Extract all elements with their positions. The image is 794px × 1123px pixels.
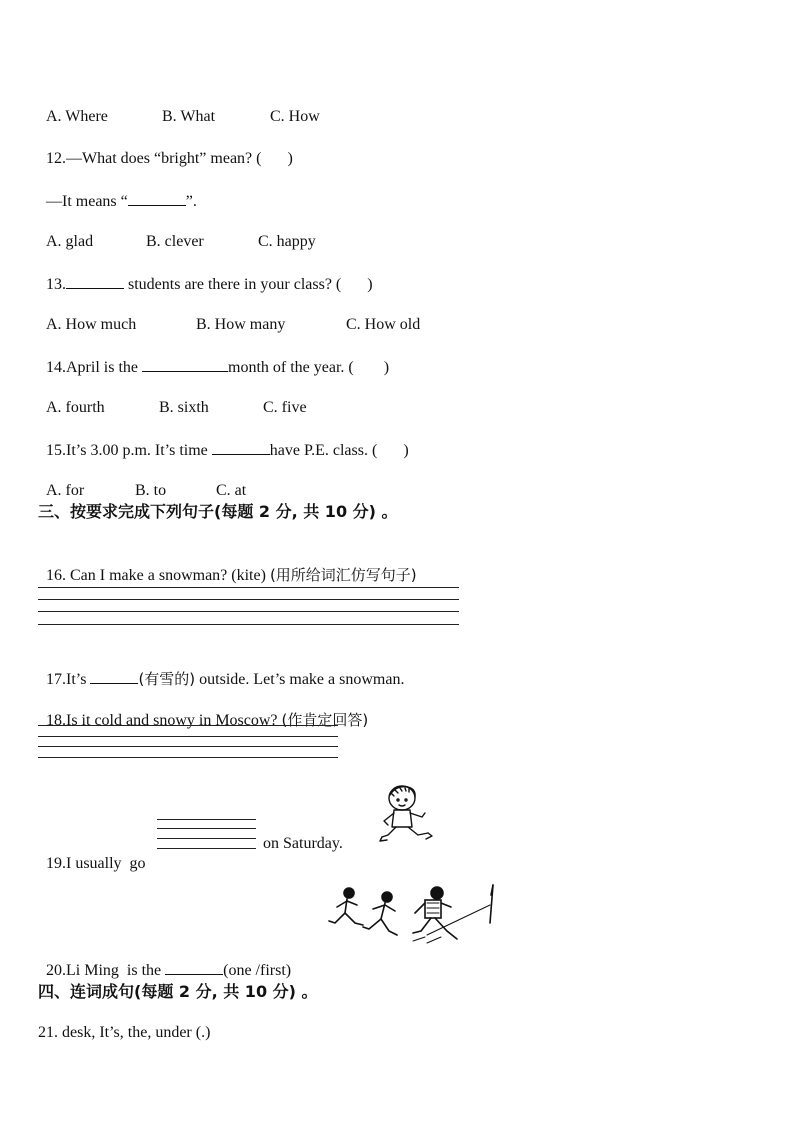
section-4-heading: 四、连词成句(每题 2 分, 共 10 分) 。 <box>38 982 318 1001</box>
q14-options <box>38 378 307 418</box>
q12-reply-prefix: —It means “ <box>46 193 128 210</box>
q19-prefix: 19.I usually go <box>46 855 146 872</box>
q20-blank[interactable] <box>165 960 223 975</box>
q17-stem <box>38 649 404 690</box>
race-runners-icon <box>327 883 499 951</box>
q14-option-a[interactable]: A. fourth <box>46 399 105 416</box>
running-boy-icon <box>378 783 438 851</box>
q18-answer-line-4[interactable] <box>38 757 338 758</box>
q15-option-c[interactable]: C. at <box>216 482 247 499</box>
q18-answer-line-2[interactable] <box>38 736 338 737</box>
q12-stem-text: 12.—What does “bright” mean? ( <box>46 150 262 167</box>
q12-reply-suffix: ”. <box>185 193 197 210</box>
q12-reply <box>38 171 197 212</box>
q19-suffix: on Saturday. <box>263 835 343 852</box>
q16-answer-line-4[interactable] <box>38 624 459 625</box>
q12-blank[interactable] <box>128 191 186 206</box>
q18-answer-line-3[interactable] <box>38 746 338 747</box>
q11-option-b[interactable]: B. What <box>162 108 216 125</box>
q16-answer-line-3[interactable] <box>38 611 459 612</box>
q16-answer-line-2[interactable] <box>38 599 459 600</box>
q11-option-c[interactable]: C. How <box>270 108 320 125</box>
q15-blank[interactable] <box>212 440 270 455</box>
section-3-heading: 三、按要求完成下列句子(每题 2 分, 共 10 分) 。 <box>38 502 398 521</box>
q19-answer-line-2[interactable] <box>157 828 256 829</box>
q14-stem <box>38 337 389 378</box>
q13-paren-close: ) <box>367 276 373 293</box>
q14-option-b[interactable]: B. sixth <box>159 399 209 416</box>
q12-paren-close: ) <box>287 150 293 167</box>
q18-answer-line-1[interactable] <box>38 725 338 726</box>
q14-option-c[interactable]: C. five <box>263 399 307 416</box>
q19-stem <box>38 834 146 874</box>
q21-stem: 21. desk, It’s, the, under (.) <box>38 1024 211 1041</box>
q11-option-a[interactable]: A. Where <box>46 108 108 125</box>
q13-blank[interactable] <box>66 274 124 289</box>
q15-options <box>38 461 246 501</box>
q13-option-c[interactable]: C. How old <box>346 316 421 333</box>
q20-stem <box>38 940 291 981</box>
q12-option-a[interactable]: A. glad <box>46 233 94 250</box>
q12-option-b[interactable]: B. clever <box>146 233 204 250</box>
q12-option-c[interactable]: C. happy <box>258 233 316 250</box>
q18-hint: (作肯定回答) <box>281 711 369 729</box>
q13-option-b[interactable]: B. How many <box>196 316 286 333</box>
q14-prefix: 14.April is the <box>46 359 142 376</box>
q17-hint: (有雪的) <box>138 670 196 688</box>
q17-blank[interactable] <box>90 669 138 684</box>
q16-stem <box>38 545 417 586</box>
q13-stem-text: students are there in your class? ( <box>128 276 342 293</box>
q14-blank[interactable] <box>142 357 228 372</box>
q13-options <box>38 295 420 335</box>
q15-prefix: 15.It’s 3.00 p.m. It’s time <box>46 442 212 459</box>
q19-answer-line-4[interactable] <box>157 848 256 849</box>
q14-suffix: month of the year. ( <box>228 359 354 376</box>
q12-stem <box>38 129 293 169</box>
q13-number: 13. <box>46 276 66 293</box>
q15-stem <box>38 420 409 461</box>
q16-answer-line-1[interactable] <box>38 587 459 588</box>
q19-answer-line-3[interactable] <box>157 838 256 839</box>
q17-prefix: 17.It’s <box>46 671 91 688</box>
q15-paren-close: ) <box>403 442 409 459</box>
q15-option-b[interactable]: B. to <box>135 482 167 499</box>
q18-stem-text: 18.Is it cold and snowy in Moscow? <box>46 712 282 729</box>
q14-paren-close: ) <box>383 359 390 376</box>
q16-hint: (用所给词汇仿写句子) <box>269 566 417 584</box>
q15-option-a[interactable]: A. for <box>46 482 85 499</box>
q13-stem <box>38 254 373 295</box>
q11-options <box>38 87 320 127</box>
q20-prefix: 20.Li Ming is the <box>46 962 166 979</box>
q19-answer-line-1[interactable] <box>157 819 256 820</box>
q13-option-a[interactable]: A. How much <box>46 316 137 333</box>
q20-suffix: (one /first) <box>223 962 292 979</box>
q12-options <box>38 212 316 252</box>
q17-suffix: outside. Let’s make a snowman. <box>195 671 405 688</box>
q15-suffix: have P.E. class. ( <box>269 442 378 459</box>
q16-stem-text: 16. Can I make a snowman? (kite) <box>46 567 270 584</box>
